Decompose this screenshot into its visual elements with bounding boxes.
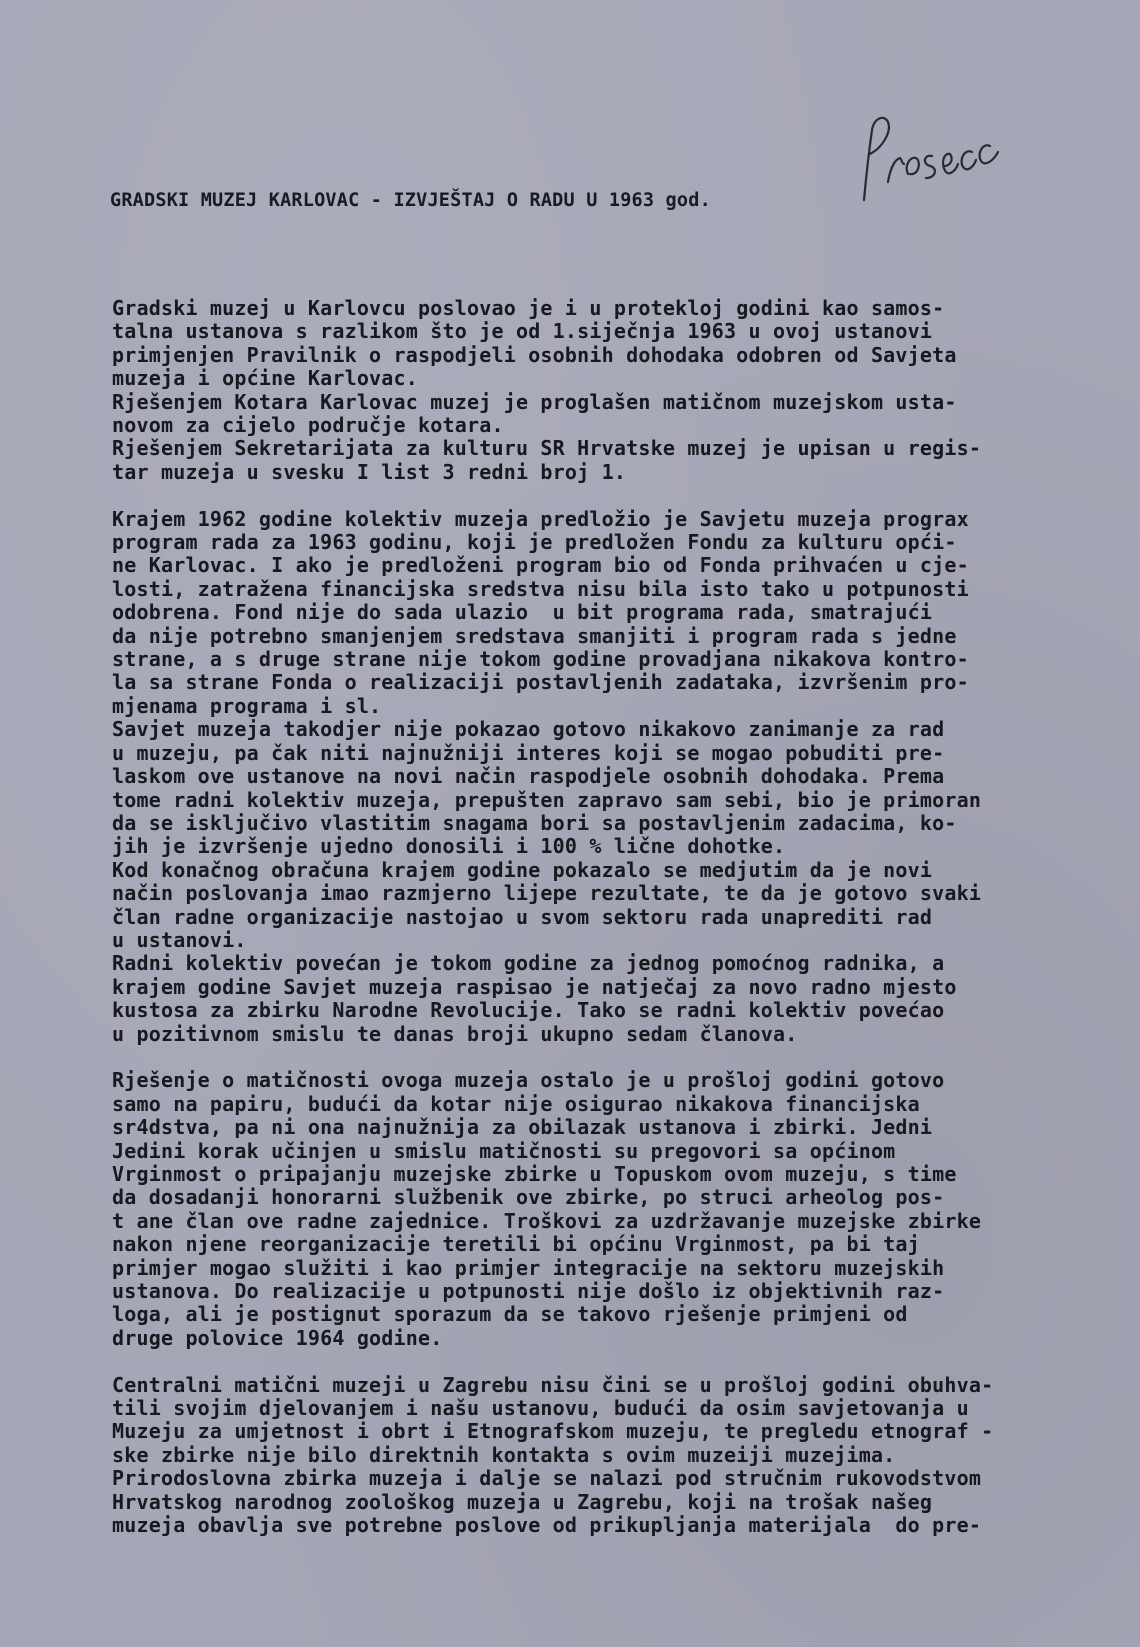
signature-scribble-icon	[858, 108, 1008, 208]
text-line: losti, zatražena financijska sredstva nisu bila isto tako u potpunosti	[112, 576, 969, 601]
text-line: program rada za 1963 godinu, koji je predložen Fondu za kulturu opći-	[112, 530, 957, 555]
text-line: druge polovice 1964 godine.	[112, 1325, 443, 1350]
text-line: ustanova. Do realizacije u potpunosti nije došlo iz objektivnih raz-	[112, 1279, 945, 1304]
text-line: Savjet muzeja takodjer nije pokazao gotovo nikakovo zanimanje za rad	[112, 717, 945, 742]
text-line: da se isključivo vlastitim snagama bori sa postavljenim zadacima, ko-	[112, 810, 957, 835]
text-line: sr4dstva, pa ni ona najnužnija za obilazak ustanova i zbirki. Jedni	[112, 1115, 933, 1140]
text-line: Muzeju za umjetnost i obrt i Etnografskom muzeju, te pregledu etnograf -	[112, 1419, 994, 1444]
text-line: primjer mogao služiti i kao primjer integracije na sektoru muzejskih	[112, 1255, 945, 1280]
text-line: muzeja obavlja sve potrebne poslove od prikupljanja materijala do pre-	[112, 1513, 982, 1538]
paragraph-2	[112, 508, 1112, 1046]
text-line: nakon njene reorganizacije teretili bi općinu Vrginmost, pa bi taj	[112, 1232, 920, 1257]
text-line: jih je izvršenje ujedno donosili i 100 % lične dohotke.	[112, 834, 786, 859]
text-line: laskom ove ustanove na novi način raspodjele osobnih dohodaka. Prema	[112, 764, 945, 789]
text-line: u ustanovi.	[112, 927, 247, 952]
handwritten-annotation	[858, 108, 1008, 208]
text-line: Prirodoslovna zbirka muzeja i dalje se nalazi pod stručnim rukovodstvom	[112, 1466, 982, 1491]
text-line: novom za cijelo područje kotara.	[112, 413, 504, 438]
text-line: strane, a s druge strane nije tokom godine provadjana nikakova kontro-	[112, 647, 969, 672]
text-line: kustosa za zbirku Narodne Revolucije. Tako se radni kolektiv povećao	[112, 998, 945, 1023]
text-line: da nije potrebno smanjenjem sredstava smanjiti i program rada s jedne	[112, 623, 957, 648]
text-line: odobrena. Fond nije do sada ulazio u bit programa rada, smatrajući	[112, 600, 933, 625]
text-line: Hrvatskog narodnog zoološkog muzeja u Zagrebu, koji na trošak našeg	[112, 1489, 933, 1514]
text-line: tar muzeja u svesku I list 3 redni broj 1.	[112, 459, 627, 484]
text-line: samo na papiru, budući da kotar nije osigurao nikakova financijska	[112, 1091, 920, 1116]
document-title: GRADSKI MUZEJ KARLOVAC - IZVJEŠTAJ O RADU U 1963 god.	[110, 190, 711, 211]
text-line: Jedini korak učinjen u smislu matičnosti su pregovori sa općinom	[112, 1138, 896, 1163]
text-line: Rješenjem Sekretarijata za kulturu SR Hrvatske muzej je upisan u regis-	[112, 436, 982, 461]
text-line: ske zbirke nije bilo direktnih kontakta s ovim muzeiji muzejima.	[112, 1442, 896, 1467]
text-line: Rješenje o matičnosti ovoga muzeja ostalo je u prošloj godini gotovo	[112, 1068, 945, 1093]
text-line: primjenjen Pravilnik o raspodjeli osobnih dohodaka odobren od Savjeta	[112, 342, 957, 367]
text-line: način poslovanja imao razmjerno lijepe rezultate, te da je gotovo svaki	[112, 881, 982, 906]
text-line: t ane član ove radne zajednice. Troškovi za uzdržavanje muzejske zbirke	[112, 1208, 982, 1233]
text-line: Kod konačnog obračuna krajem godine pokazalo se medjutim da je novi	[112, 857, 933, 882]
text-line: krajem godine Savjet muzeja raspisao je natječaj za novo radno mjesto	[112, 974, 957, 999]
text-line: ne Karlovac. I ako je predloženi program bio od Fonda prihvaćen u cje-	[112, 553, 969, 578]
paragraph-3	[112, 1069, 1112, 1350]
text-line: u pozitivnom smislu te danas broji ukupno sedam članova.	[112, 1021, 798, 1046]
text-line: član radne organizacije nastojao u svom sektoru rada unaprediti rad	[112, 904, 933, 929]
text-line: loga, ali je postignut sporazum da se takovo rješenje primjeni od	[112, 1302, 908, 1327]
text-line: Radni kolektiv povećan je tokom godine za jednog pomoćnog radnika, a	[112, 951, 945, 976]
document-body	[112, 297, 1112, 1561]
text-line: Gradski muzej u Karlovcu poslovao je i u proteklој godini kao samos-	[112, 296, 945, 320]
text-line: Vrginmost o pripajanju muzejske zbirke u Topuskom ovom muzeju, s time	[112, 1162, 957, 1186]
text-line: la sa strane Fonda o realizaciji postavljenih zadataka, izvršenim pro-	[112, 670, 969, 695]
text-line: tili svojim djelovanjem i našu ustanovu, budući da osim savjetovanja u	[112, 1396, 969, 1421]
text-line: u muzeju, pa čak niti najnužniji interes koji se mogao pobuditi pre-	[112, 740, 945, 765]
text-line: Krajem 1962 godine kolektiv muzeja predložio je Savjetu muzeja prograx	[112, 506, 969, 531]
text-line: muzeja i općine Karlovac.	[112, 366, 419, 391]
text-line: talna ustanova s razlikom što je od 1.siječnja 1963 u ovoj ustanovi	[112, 319, 933, 344]
paragraph-1	[112, 297, 1112, 484]
text-line: Centralni matični muzeji u Zagrebu nisu čini se u prošloj godini obuhva-	[112, 1372, 994, 1397]
text-line: tome radni kolektiv muzeja, prepušten zapravo sam sebi, bio je primoran	[112, 787, 982, 812]
text-line: mjenama programa i sl.	[112, 693, 382, 718]
text-line: da dosadanji honorarni službenik ove zbirke, po struci arheolog pos-	[112, 1185, 945, 1210]
paragraph-4	[112, 1374, 1112, 1538]
text-line: Rješenjem Kotara Karlovac muzej je proglašen matičnom muzejskom usta-	[112, 389, 957, 414]
